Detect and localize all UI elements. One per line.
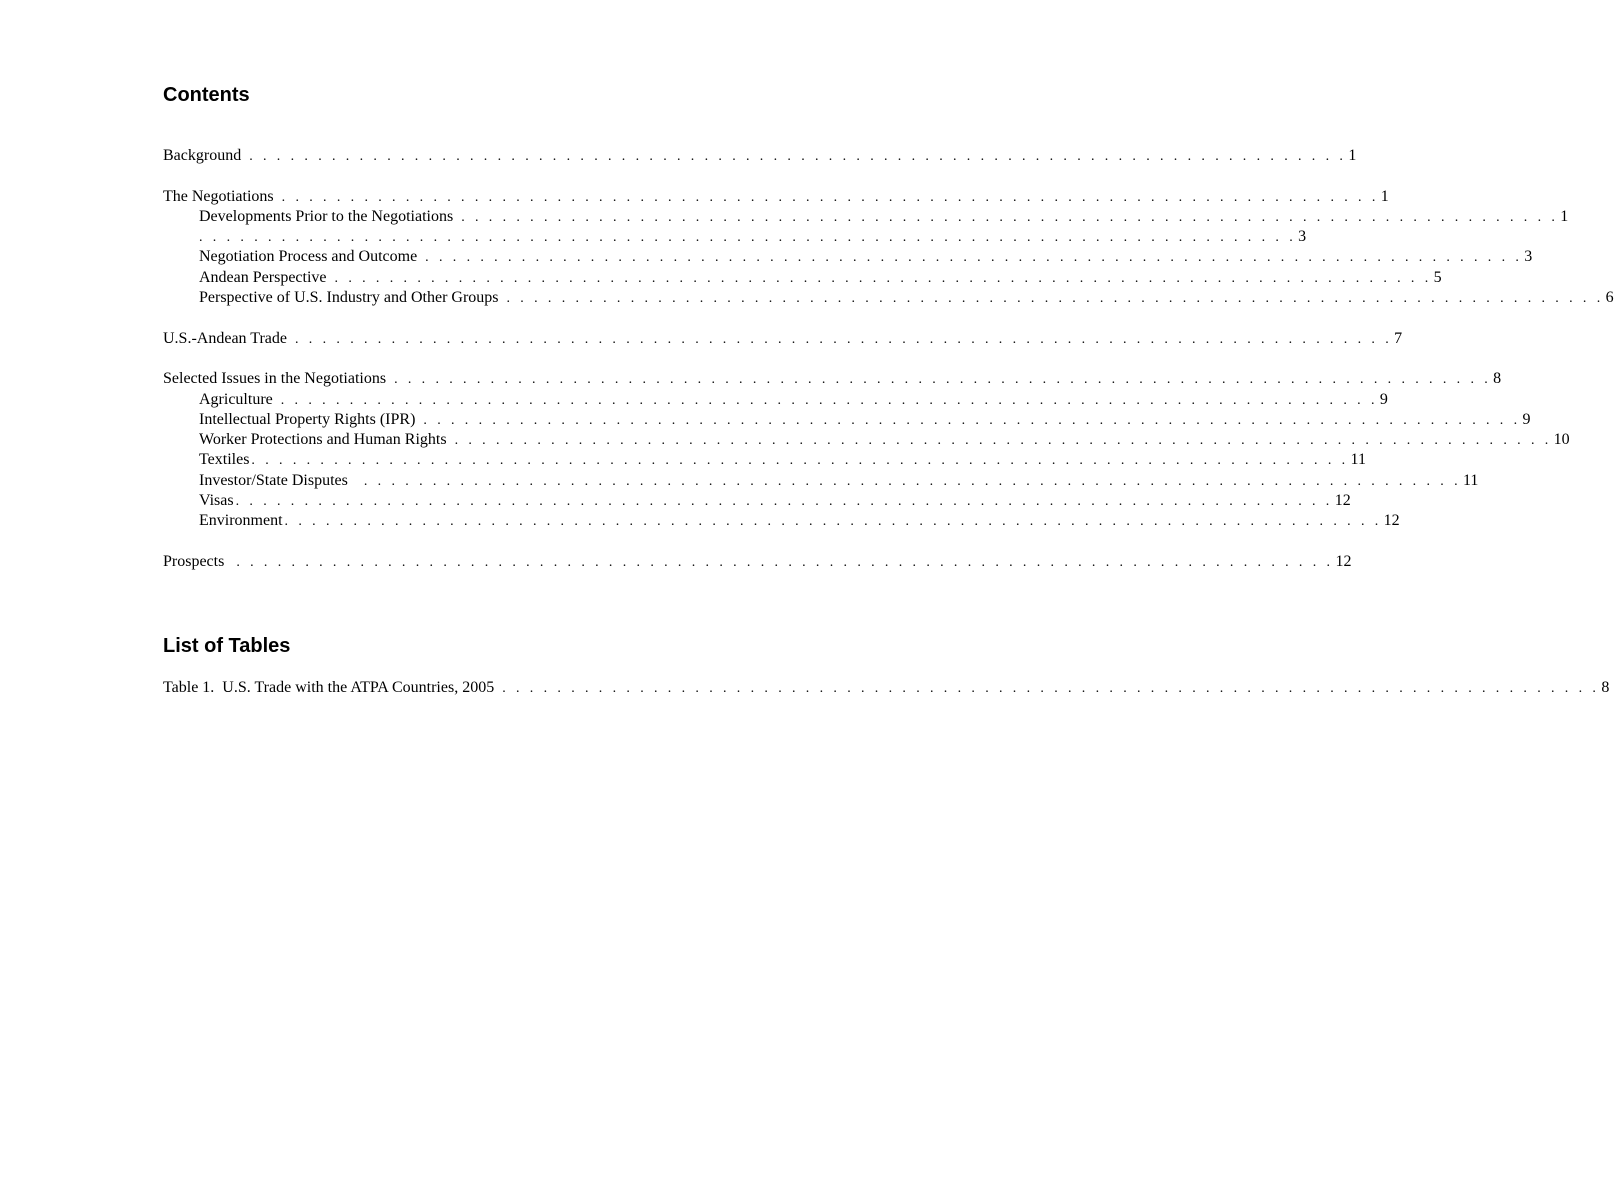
toc-entry-label: U.S.-Andean Trade <box>163 329 287 347</box>
dot-leader: . . . . . . . . . . . . . . . . . . . . . . . . . . . . . . . . . . . . . . . . . . . . . . . . . . . . . . . . . . . . . . . . . . . . . . . . . . . . . . . . <box>461 209 1559 225</box>
toc-entry-developments-prior[interactable] <box>163 207 1569 227</box>
toc-entry-page: 1 <box>1348 147 1357 164</box>
toc-entry-page: 11 <box>1350 451 1366 469</box>
toc-entry-label: Worker Protections and Human Rights <box>199 431 447 449</box>
toc-entry-page: 12 <box>1383 512 1400 530</box>
dot-leader: . . . . . . . . . . . . . . . . . . . . . . . . . . . . . . . . . . . . . . . . . . . . . . . . . . . . . . . . . . . . . . . . . . . . . . . . . . . . . . . . <box>199 230 1297 246</box>
toc-entry-agriculture[interactable] <box>163 390 1388 410</box>
contents-heading: Contents <box>163 84 250 106</box>
toc-entry-label: Textiles <box>199 451 250 469</box>
toc-entry-environment[interactable] <box>163 511 1400 531</box>
toc-entry-label: Perspective of U.S. Industry and Other Groups <box>199 289 499 307</box>
toc-entry-worker-protections[interactable] <box>163 430 1570 450</box>
toc-entry-page: 9 <box>1379 390 1388 408</box>
toc-entry-page: 3 <box>1524 248 1533 266</box>
dot-leader: . . . . . . . . . . . . . . . . . . . . . . . . . . . . . . . . . . . . . . . . . . . . . . . . . . . . . . . . . . . . . . . . . . . . . . . . . . . . . . . . <box>363 473 1461 489</box>
list-of-tables-heading: List of Tables <box>163 635 291 657</box>
toc-entry-label: The Negotiations <box>163 187 274 205</box>
dot-leader: . . . . . . . . . . . . . . . . . . . . . . . . . . . . . . . . . . . . . . . . . . . . . . . . . . . . . . . . . . . . . . . . . . . . . . . . . . . . . . . . <box>249 149 1347 164</box>
toc-entry-prospects[interactable] <box>163 552 1352 572</box>
dot-leader: . . . . . . . . . . . . . . . . . . . . . . . . . . . . . . . . . . . . . . . . . . . . . . . . . . . . . . . . . . . . . . . . . . . . . . . . . . . . . . . . <box>295 331 1393 347</box>
dot-leader: . . . . . . . . . . . . . . . . . . . . . . . . . . . . . . . . . . . . . . . . . . . . . . . . . . . . . . . . . . . . . . . . . . . . . . . . . . . . . . . . <box>454 433 1552 449</box>
contents-list <box>163 146 1614 572</box>
toc-entry-the-negotiations[interactable] <box>163 187 1389 207</box>
toc-entry-label: Andean Perspective <box>199 268 327 286</box>
toc-entry-page: 7 <box>1394 329 1403 347</box>
toc-entry-page: 11 <box>1462 471 1479 489</box>
dot-leader: . . . . . . . . . . . . . . . . . . . . . . . . . . . . . . . . . . . . . . . . . . . . . . . . . . . . . . . . . . . . . . . . . . . . . . . . . . . . . . . . <box>284 514 1382 530</box>
toc-entry-investor-state[interactable] <box>163 471 1479 491</box>
toc-entry-page: 5 <box>1433 268 1442 286</box>
toc-entry-page: 1 <box>1560 207 1569 225</box>
dot-leader: . . . . . . . . . . . . . . . . . . . . . . . . . . . . . . . . . . . . . . . . . . . . . . . . . . . . . . . . . . . . . . . . . . . . . . . . . . . . . . . . <box>425 250 1523 266</box>
toc-entry-negotiation-process[interactable] <box>163 247 1533 267</box>
toc-entry-label: Background <box>163 147 242 164</box>
toc-entry-label: Investor/State Disputes <box>199 471 348 489</box>
toc-entry-page: 12 <box>1334 492 1351 510</box>
toc-entry-us-industry-perspective[interactable] <box>163 288 1614 308</box>
toc-entry-selected-issues[interactable] <box>163 369 1502 389</box>
dot-leader: . . . . . . . . . . . . . . . . . . . . . . . . . . . . . . . . . . . . . . . . . . . . . . . . . . . . . . . . . . . . . . . . . . . . . . . . . . . . . . . . <box>334 270 1432 286</box>
toc-entry-page: 3 <box>1298 228 1307 246</box>
toc-entry-page: 12 <box>1335 552 1352 570</box>
toc-entry-textiles[interactable] <box>163 450 1366 470</box>
toc-entry-page: 8 <box>1493 370 1502 388</box>
toc-entry-label: Developments Prior to the Negotiations <box>199 207 454 225</box>
table-entry-1[interactable] <box>163 678 1610 698</box>
toc-entry-page: 9 <box>1522 410 1531 428</box>
dot-leader: . . . . . . . . . . . . . . . . . . . . . . . . . . . . . . . . . . . . . . . . . . . . . . . . . . . . . . . . . . . . . . . . . . . . . . . . . . . . . . . . <box>235 494 1333 510</box>
dot-leader: . . . . . . . . . . . . . . . . . . . . . . . . . . . . . . . . . . . . . . . . . . . . . . . . . . . . . . . . . . . . . . . . . . . . . . . . . . . . . . . . <box>506 291 1604 307</box>
toc-entry-untitled[interactable] <box>163 227 1307 247</box>
toc-entry-label: Selected Issues in the Negotiations <box>163 370 387 388</box>
dot-leader: . . . . . . . . . . . . . . . . . . . . . . . . . . . . . . . . . . . . . . . . . . . . . . . . . . . . . . . . . . . . . . . . . . . . . . . . . . . . . . . . <box>423 412 1521 428</box>
table-entry-page: 8 <box>1601 679 1610 696</box>
toc-entry-background[interactable] <box>163 146 1357 166</box>
toc-entry-label: Environment <box>199 512 283 530</box>
dot-leader: . . . . . . . . . . . . . . . . . . . . . . . . . . . . . . . . . . . . . . . . . . . . . . . . . . . . . . . . . . . . . . . . . . . . . . . . . . . . . . . . <box>251 453 1349 469</box>
toc-entry-us-andean-trade[interactable] <box>163 329 1403 349</box>
dot-leader: . . . . . . . . . . . . . . . . . . . . . . . . . . . . . . . . . . . . . . . . . . . . . . . . . . . . . . . . . . . . . . . . . . . . . . . . . . . . . . . . <box>281 189 1379 205</box>
toc-entry-andean-perspective[interactable] <box>163 268 1442 288</box>
dot-leader: . . . . . . . . . . . . . . . . . . . . . . . . . . . . . . . . . . . . . . . . . . . . . . . . . . . . . . . . . . . . . . . . . . . . . . . . . . . . . . . . <box>236 554 1334 570</box>
toc-entry-ipr[interactable] <box>163 410 1531 430</box>
toc-entry-visas[interactable] <box>163 491 1351 511</box>
toc-entry-page: 6 <box>1605 289 1614 307</box>
list-of-tables <box>163 678 1610 698</box>
toc-entry-label: Agriculture <box>199 390 273 408</box>
toc-entry-page: 10 <box>1553 431 1570 449</box>
dot-leader: . . . . . . . . . . . . . . . . . . . . . . . . . . . . . . . . . . . . . . . . . . . . . . . . . . . . . . . . . . . . . . . . . . . . . . . . . . . . . . . . <box>280 392 1378 408</box>
dot-leader: . . . . . . . . . . . . . . . . . . . . . . . . . . . . . . . . . . . . . . . . . . . . . . . . . . . . . . . . . . . . . . . . . . . . . . . . . . . . . . . . <box>394 372 1492 388</box>
toc-entry-page: 1 <box>1380 187 1389 205</box>
table-entry-label: Table 1. U.S. Trade with the ATPA Countries, 2005 <box>163 679 495 696</box>
toc-entry-label: Negotiation Process and Outcome <box>199 248 418 266</box>
toc-entry-label: Prospects <box>163 552 225 570</box>
dot-leader: . . . . . . . . . . . . . . . . . . . . . . . . . . . . . . . . . . . . . . . . . . . . . . . . . . . . . . . . . . . . . . . . . . . . . . . . . . . . . . . . <box>502 681 1600 696</box>
toc-entry-label: Visas <box>199 492 234 510</box>
toc-entry-label: Intellectual Property Rights (IPR) <box>199 410 416 428</box>
